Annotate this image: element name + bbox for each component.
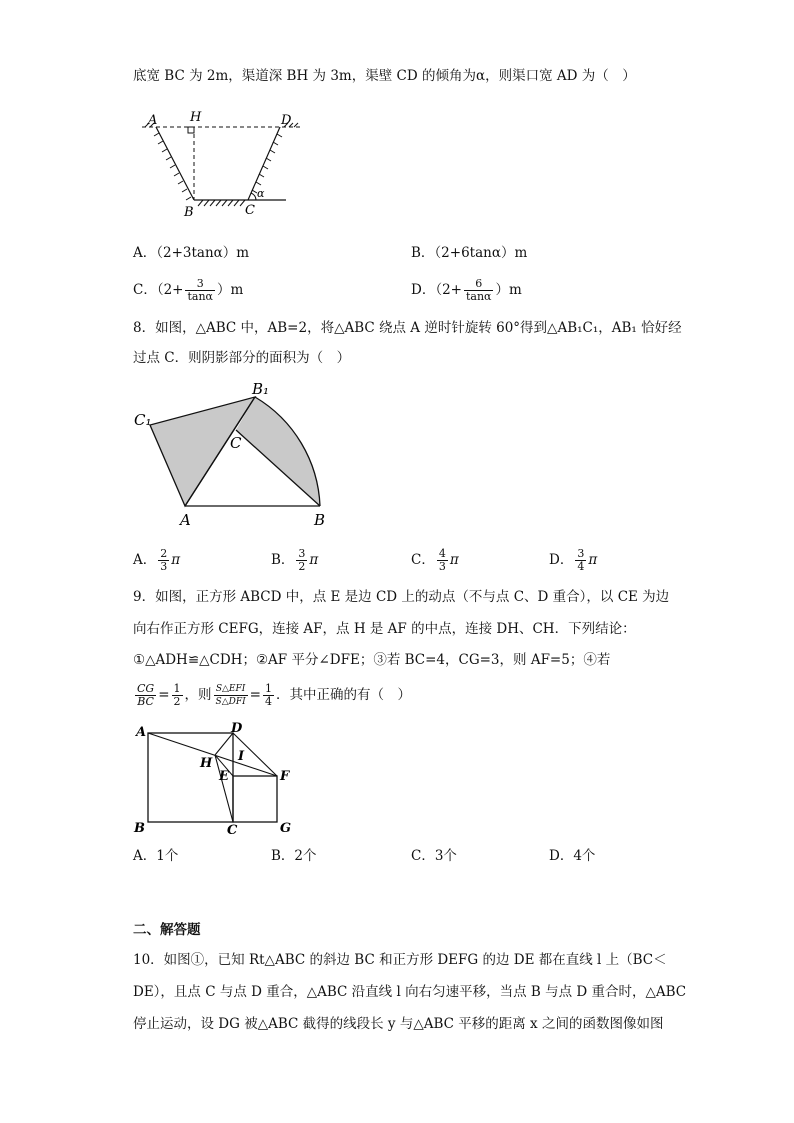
q9-label-F: F	[280, 769, 290, 784]
q9-eq1: =	[158, 687, 170, 703]
q7-stem: 底宽 BC 为 2m，渠道深 BH 为 3m，渠壁 CD 的倾角为α，则渠口宽 AD 为（ ）	[133, 68, 636, 84]
q8-option-b[interactable]	[271, 548, 318, 573]
q8-label-B: B	[314, 511, 326, 529]
q9-then: ，则	[184, 687, 212, 703]
q7-label-C: C	[245, 203, 255, 218]
q7-option-d-post: ）m	[495, 282, 522, 298]
section-heading: 二、解答题	[133, 922, 201, 938]
q8-stem-line1: 8．如图，△ABC 中，AB=2，将△ABC 绕点 A 逆时针旋转 60°得到△AB₁C₁，AB₁ 恰好经	[133, 320, 682, 336]
q9-label-D: D	[231, 721, 243, 736]
q9-stem-line4	[133, 680, 411, 710]
q8-option-d-den: 4	[577, 560, 585, 573]
q8-option-c-letter: C．	[411, 552, 435, 568]
q7-option-d-fraction	[464, 278, 494, 303]
q7-option-b[interactable]: B．（2+6tanα）m	[411, 245, 528, 261]
q8-label-A: A	[180, 511, 191, 529]
q9-stem-line3: ①△ADH≌△CDH；②AF 平分∠DFE；③若 BC=4，CG=3，则 AF=5；④若	[133, 652, 611, 668]
q7-option-c-fraction	[185, 278, 215, 303]
q7-option-d-pre: D．（2+	[411, 282, 462, 298]
q9-frac-bc: BC	[137, 695, 154, 708]
q9-stem-line2: 向右作正方形 CEFG，连接 AF，点 H 是 AF 的中点，连接 DH、CH．下列结论：	[133, 621, 636, 637]
q7-option-c[interactable]	[133, 278, 243, 303]
q8-option-a-den: 3	[160, 560, 168, 573]
q9-frac-cg-bc	[135, 683, 156, 708]
q9-frac-half-num: 1	[173, 682, 181, 695]
q9-option-a[interactable]: A．1个	[133, 848, 179, 864]
q8-option-a-fraction	[158, 548, 169, 573]
q9-squares-figure	[130, 720, 300, 838]
q8-option-d-fraction	[575, 548, 586, 573]
q8-option-b-pi: π	[309, 552, 319, 568]
q9-frac-cg: CG	[137, 682, 155, 695]
q8-option-a-pi: π	[171, 552, 181, 568]
q8-option-d-pi: π	[588, 552, 598, 568]
q7-option-c-num: 3	[185, 278, 215, 291]
q9-frac-half-den: 2	[173, 695, 181, 708]
q7-label-A: A	[148, 113, 158, 128]
q9-frac-area	[214, 683, 248, 708]
q10-stem-line1: 10．如图①，已知 Rt△ABC 的斜边 BC 和正方形 DEFG 的边 DE 都在直线 l 上（BC＜	[133, 952, 667, 968]
q9-eq2: =	[249, 687, 261, 703]
q8-option-a[interactable]	[133, 548, 180, 573]
q10-stem-line2: DE），且点 C 与点 D 重合，△ABC 沿直线 l 向右匀速平移，当点 B 与点 D 重合时，△ABC	[133, 984, 687, 1000]
q9-label-A: A	[136, 725, 147, 740]
q8-option-c-pi: π	[449, 552, 459, 568]
q7-label-alpha: α	[257, 187, 265, 200]
q7-label-H: H	[190, 110, 202, 125]
q9-label-C: C	[227, 823, 238, 838]
q9-label-B: B	[134, 821, 145, 836]
q8-option-d-letter: D．	[549, 552, 574, 568]
q7-option-c-den: tanα	[187, 290, 213, 303]
q7-label-B: B	[184, 205, 194, 220]
q8-option-b-fraction	[296, 548, 307, 573]
q7-option-d[interactable]	[411, 278, 522, 303]
q8-label-C1: C₁	[134, 411, 152, 429]
q8-option-b-num: 3	[298, 547, 306, 560]
q9-frac-half	[172, 683, 183, 708]
q7-label-D: D	[281, 113, 292, 128]
q8-label-B1: B₁	[252, 380, 270, 398]
q8-option-b-letter: B．	[271, 552, 295, 568]
q9-option-c[interactable]: C．3个	[411, 848, 457, 864]
q8-rotation-figure	[130, 380, 340, 530]
q9-frac-area-den: S△DFI	[215, 697, 246, 707]
q10-stem-line3: 停止运动，设 DG 被△ABC 截得的线段长 y 与△ABC 平移的距离 x 之间的函数图像如图	[133, 1016, 664, 1032]
q8-option-d[interactable]	[549, 548, 597, 573]
q9-option-d[interactable]: D．4个	[549, 848, 596, 864]
q7-option-d-den: tanα	[465, 290, 492, 303]
q8-option-d-num: 3	[577, 547, 585, 560]
q9-stem-line1: 9．如图，正方形 ABCD 中，点 E 是边 CD 上的动点（不与点 C、D 重合），以 CE 为边	[133, 589, 670, 605]
q9-frac-quarter-num: 1	[264, 682, 272, 695]
q8-option-c-den: 3	[438, 560, 446, 573]
q7-option-c-post: ）m	[216, 282, 244, 298]
q8-option-c[interactable]	[411, 548, 459, 573]
q9-label-E: E	[219, 769, 229, 784]
q7-channel-figure	[138, 108, 308, 220]
q8-option-c-fraction	[437, 548, 448, 573]
q7-option-c-pre: C．（2+	[133, 282, 184, 298]
q8-option-a-letter: A．	[133, 552, 157, 568]
q8-stem-line2: 过点 C．则阴影部分的面积为（ ）	[133, 350, 351, 366]
q9-label-I: I	[238, 749, 245, 764]
q9-frac-quarter-den: 4	[264, 695, 272, 708]
q9-option-b[interactable]: B．2个	[271, 848, 317, 864]
q9-tail: ．其中正确的有（ ）	[275, 687, 411, 703]
q8-option-a-num: 2	[160, 547, 168, 560]
q9-frac-quarter	[263, 683, 274, 708]
q7-option-d-num: 6	[464, 278, 494, 291]
q9-frac-area-num: S△EFI	[214, 683, 248, 696]
q7-option-a[interactable]: A．（2+3tanα）m	[133, 245, 250, 261]
q8-option-b-den: 2	[298, 560, 306, 573]
q9-label-G: G	[280, 821, 292, 836]
q8-option-c-num: 4	[438, 547, 446, 560]
q9-label-H: H	[200, 756, 213, 771]
q8-label-C: C	[230, 434, 242, 452]
